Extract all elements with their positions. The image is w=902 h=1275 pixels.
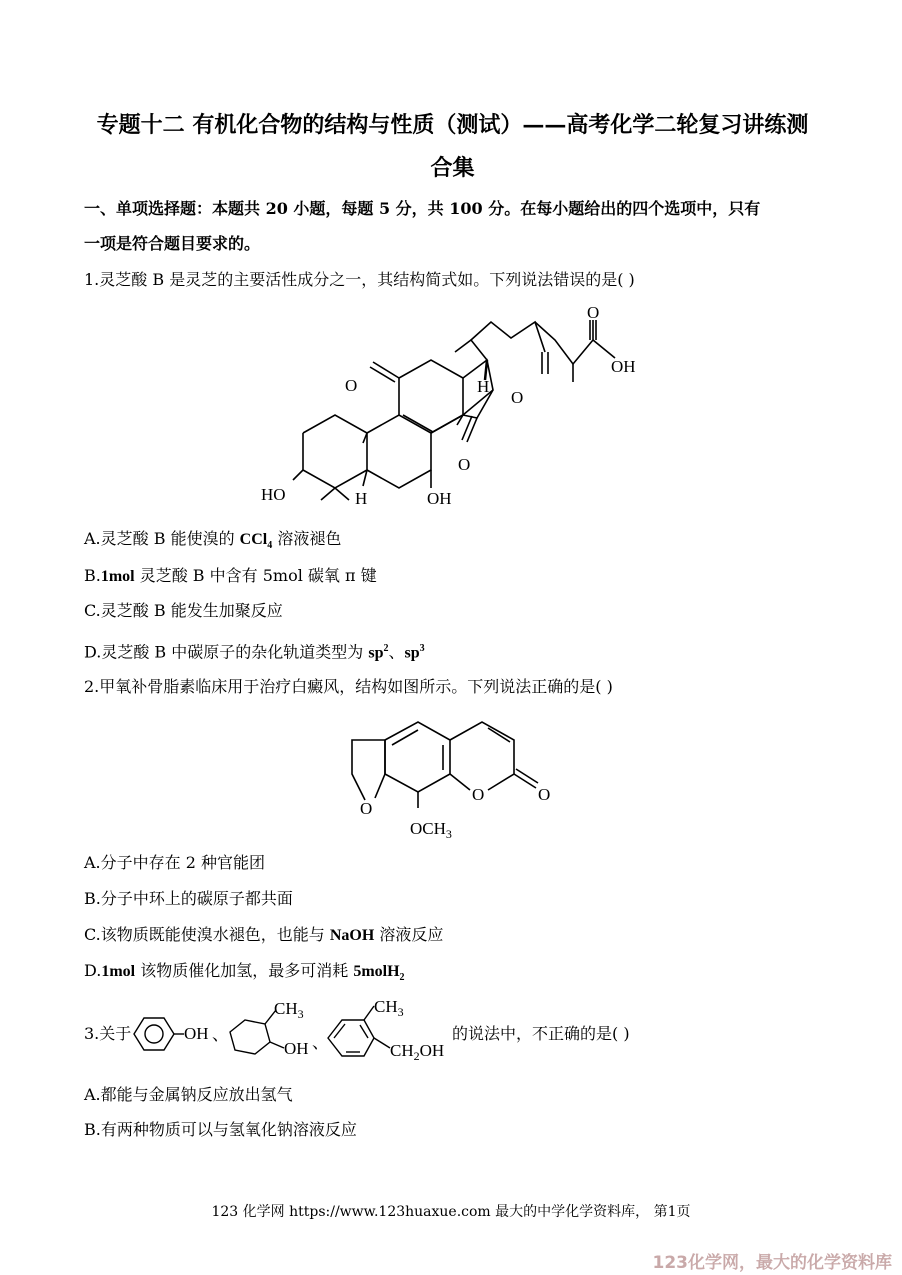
option-text: 该物质催化加氢，最多可消耗 [135, 961, 354, 980]
question-1-option-c[interactable]: C.灵芝酸 B 能发生加聚反应 [84, 601, 283, 620]
question-2-option-a[interactable]: A.分子中存在 2 种官能团 [84, 853, 265, 872]
q3-ch2oh: $CH_2OH$ [390, 1041, 445, 1063]
q2-carbonyl-o: O [538, 785, 551, 804]
question-1-stem: 1.灵芝酸 B 是灵芝的主要活性成分之一，其结构简式如。下列说法错误的是( ) [84, 270, 635, 289]
q1-ho-left: HO [261, 485, 286, 504]
site-watermark: 123化学网，最大的化学资料库 [652, 1253, 892, 1273]
q1-h-bottom: H [355, 489, 368, 508]
question-2-stem: 2.甲氧补骨脂素临床用于治疗白癜风，结构如图所示。下列说法正确的是( ) [84, 677, 613, 696]
ganoderic-acid-b-structure [255, 300, 655, 520]
formula: CCl [239, 531, 268, 548]
question-2-option-b[interactable]: B.分子中环上的碳原子都共面 [84, 889, 293, 908]
q3-methyl-a: $CH_3$ [274, 999, 304, 1021]
q2-furan-o: O [360, 799, 373, 818]
formula-subscript: 4 [267, 540, 273, 552]
q1-h-top: H [477, 377, 490, 396]
q1-ketone-o-3: O [511, 388, 524, 407]
separator: 、 [388, 642, 405, 662]
q3-cyclohexanol-oh: OH [284, 1039, 309, 1058]
q1-ketone-o-1: O [345, 376, 358, 395]
option-text: D.灵芝酸 B 中碳原子的杂化轨道类型为 [84, 642, 369, 662]
option-text: 灵芝酸 B 中含有 5mol 碳氧 π 键 [134, 566, 377, 585]
question-3-stem-prefix: 3.关于 [84, 1024, 132, 1043]
q2-methoxy-label: $OCH_3$ [410, 819, 452, 841]
q1-acid-o: O [587, 303, 600, 322]
q3-separator-2: 、 [312, 1033, 329, 1052]
q3-methyl-b: $CH_3$ [374, 997, 404, 1019]
document-title: 专题十二 有机化合物的结构与性质（测试）——高考化学二轮复习讲练测 [96, 112, 809, 138]
section-heading-continued: 一项是符合题目要求的。 [84, 234, 261, 253]
methoxsalen-structure [340, 712, 570, 842]
option-text: C.该物质既能使溴水褪色，也能与 [84, 925, 330, 944]
question-3-option-b[interactable]: B.有两种物质可以与氢氧化钠溶液反应 [84, 1120, 357, 1139]
option-text: 溶液反应 [374, 925, 444, 944]
option-text: D. [84, 961, 102, 980]
formula: 1mol [101, 963, 136, 980]
question-3-option-a[interactable]: A.都能与金属钠反应放出氢气 [84, 1085, 293, 1104]
q2-pyran-o: O [472, 785, 485, 804]
q1-ketone-o-2: O [458, 455, 471, 474]
option-text: A.灵芝酸 B 能使溴的 [84, 529, 240, 548]
formula-subscript: 2 [399, 972, 405, 984]
formula-superscript: 3 [419, 643, 425, 654]
formula: NaOH [329, 927, 375, 944]
question-1-option-a[interactable] [84, 529, 341, 556]
question-1-option-d[interactable] [84, 639, 425, 663]
section-heading: 一、单项选择题：本题共 20 小题，每题 5 分，共 100 分。在每小题给出的四个选项中，只有 [84, 199, 761, 218]
formula: 1mol [100, 568, 135, 585]
option-text: B. [84, 566, 101, 585]
question-3-stem-suffix: 的说法中，不正确的是( ) [452, 1024, 630, 1043]
formula: 5molH [353, 963, 400, 980]
formula-superscript: 2 [383, 643, 389, 654]
q3-phenol-oh: OH [184, 1024, 209, 1043]
q1-acid-oh: OH [611, 357, 636, 376]
question-1-option-b[interactable] [84, 566, 377, 587]
option-text: 溶液褪色 [272, 529, 342, 548]
document-title-continued: 合集 [430, 155, 475, 181]
formula: sp [368, 644, 384, 662]
q3-separator-1: 、 [212, 1025, 229, 1044]
question-2-option-d[interactable] [84, 961, 405, 988]
question-2-option-c[interactable] [84, 925, 443, 946]
q1-oh-right: OH [427, 489, 452, 508]
q3-structures [128, 996, 458, 1072]
formula: sp [404, 644, 420, 662]
page-footer: 123 化学网 https://www.123huaxue.com 最大的中学化学资料库， 第1页 [211, 1204, 691, 1220]
